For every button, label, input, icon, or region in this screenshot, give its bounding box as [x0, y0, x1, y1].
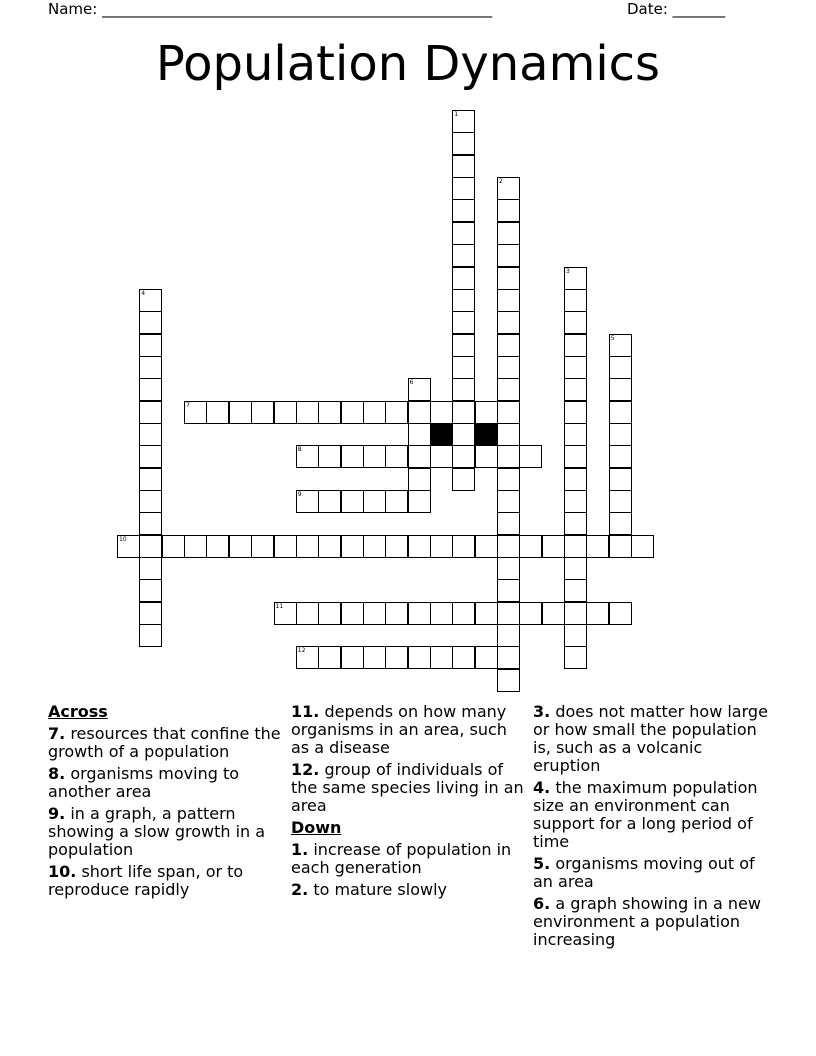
grid-cell[interactable]	[385, 646, 408, 669]
grid-cell[interactable]	[385, 401, 408, 424]
clue-number: 1.	[291, 840, 309, 859]
grid-cell[interactable]	[296, 646, 319, 669]
grid-cell[interactable]	[139, 602, 162, 625]
grid-cell[interactable]	[296, 490, 319, 513]
grid-cell[interactable]	[117, 535, 140, 558]
grid-cell[interactable]	[542, 602, 565, 625]
grid-cell[interactable]	[408, 602, 431, 625]
grid-cell[interactable]	[564, 423, 587, 446]
grid-cell[interactable]	[586, 602, 609, 625]
grid-cell[interactable]	[609, 512, 632, 535]
clue-text: a graph showing in a new environment a population increasing	[533, 894, 761, 949]
grid-cell[interactable]	[341, 445, 364, 468]
cell-number: 7	[186, 401, 190, 409]
clue-text: increase of population in each generation	[291, 840, 512, 877]
cell-number: 10	[119, 535, 127, 543]
grid-cell[interactable]	[586, 535, 609, 558]
clue-number: 11.	[291, 702, 320, 721]
cell-number: 11	[275, 602, 284, 610]
cell-number: 5	[610, 334, 615, 342]
grid-cell[interactable]	[452, 177, 475, 200]
grid-cell[interactable]	[475, 445, 498, 468]
page-title: Population Dynamics	[155, 36, 661, 92]
grid-cell[interactable]	[497, 602, 520, 625]
grid-cell[interactable]	[139, 490, 162, 513]
grid-cell[interactable]	[564, 334, 587, 357]
grid-cell[interactable]	[475, 401, 498, 424]
grid-cell[interactable]	[139, 356, 162, 379]
clue-down-3	[533, 703, 768, 775]
grid-cell[interactable]	[363, 535, 386, 558]
grid-cell[interactable]	[318, 401, 341, 424]
grid-cell[interactable]	[318, 646, 341, 669]
grid-cell[interactable]	[139, 334, 162, 357]
grid-cell[interactable]	[139, 535, 162, 558]
grid-cell[interactable]	[430, 602, 453, 625]
grid-cell[interactable]	[363, 401, 386, 424]
clue-number: 6.	[533, 894, 551, 913]
grid-cell[interactable]	[519, 445, 542, 468]
grid-cell[interactable]	[385, 602, 408, 625]
clue-down-6	[533, 895, 768, 949]
clue-down-4	[533, 779, 768, 851]
grid-cell[interactable]	[296, 535, 319, 558]
grid-cell[interactable]	[497, 378, 520, 401]
grid-cell[interactable]	[139, 401, 162, 424]
grid-cell[interactable]	[519, 535, 542, 558]
grid-cell[interactable]	[609, 423, 632, 446]
clues-column-2	[291, 703, 526, 903]
grid-cell[interactable]	[609, 535, 632, 558]
clue-text: to mature slowly	[313, 880, 447, 899]
clue-across-9	[48, 805, 283, 859]
grid-cell[interactable]	[564, 289, 587, 312]
grid-cell[interactable]	[363, 445, 386, 468]
grid-cell[interactable]	[564, 557, 587, 580]
grid-cell[interactable]	[452, 222, 475, 245]
grid-cell[interactable]	[497, 423, 520, 446]
grid-cell[interactable]	[497, 468, 520, 491]
cell-number: 12	[297, 647, 306, 655]
clue-down-2	[291, 881, 526, 899]
grid-cell[interactable]	[229, 535, 252, 558]
grid-cell[interactable]	[609, 356, 632, 379]
grid-cell[interactable]	[564, 468, 587, 491]
grid-cell[interactable]	[452, 423, 475, 446]
grid-cell[interactable]	[497, 222, 520, 245]
grid-cell[interactable]	[609, 334, 632, 357]
clue-number: 2.	[291, 880, 309, 899]
grid-cell[interactable]	[296, 401, 319, 424]
grid-cell[interactable]	[408, 423, 431, 446]
grid-cell[interactable]	[139, 289, 162, 312]
clue-text: short life span, or to reproduce rapidly	[48, 862, 244, 899]
grid-cell[interactable]	[564, 624, 587, 647]
grid-cell[interactable]	[631, 535, 654, 558]
clue-text: group of individuals of the same species living in an area	[291, 760, 524, 815]
grid-cell[interactable]	[363, 646, 386, 669]
grid-cell[interactable]	[318, 535, 341, 558]
grid-cell[interactable]	[452, 244, 475, 267]
grid-cell[interactable]	[430, 445, 453, 468]
grid-cell[interactable]	[564, 535, 587, 558]
grid-cell[interactable]	[229, 401, 252, 424]
cell-number: 1	[454, 111, 459, 118]
grid-cell[interactable]	[274, 535, 297, 558]
grid-block	[430, 423, 453, 446]
grid-block	[475, 423, 498, 446]
grid-cell[interactable]	[385, 490, 408, 513]
down-heading: Down	[291, 818, 342, 837]
grid-cell[interactable]	[341, 401, 364, 424]
grid-cell[interactable]	[497, 512, 520, 535]
grid-cell[interactable]	[564, 267, 587, 290]
grid-cell[interactable]	[206, 535, 229, 558]
grid-cell[interactable]	[296, 602, 319, 625]
grid-cell[interactable]	[609, 378, 632, 401]
clue-text: organisms moving to another area	[48, 764, 240, 801]
grid-cell[interactable]	[139, 378, 162, 401]
grid-cell[interactable]	[452, 535, 475, 558]
grid-cell[interactable]	[318, 490, 341, 513]
grid-cell[interactable]	[452, 401, 475, 424]
grid-cell[interactable]	[564, 646, 587, 669]
grid-cell[interactable]	[251, 535, 274, 558]
grid-cell[interactable]	[363, 602, 386, 625]
grid-cell[interactable]	[475, 646, 498, 669]
cell-number: 4	[141, 289, 146, 297]
grid-cell[interactable]	[408, 490, 431, 513]
grid-cell[interactable]	[139, 579, 162, 602]
grid-cell[interactable]	[274, 602, 297, 625]
grid-cell[interactable]	[341, 535, 364, 558]
cell-number: 9	[297, 491, 302, 498]
grid-cell[interactable]	[497, 267, 520, 290]
grid-cell[interactable]	[408, 468, 431, 491]
clue-number: 4.	[533, 778, 551, 797]
grid-cell[interactable]	[452, 334, 475, 357]
grid-cell[interactable]	[139, 445, 162, 468]
grid-cell[interactable]	[452, 155, 475, 178]
clue-across-11	[291, 703, 526, 757]
clue-text: depends on how many organisms in an area, such as a disease	[291, 702, 507, 757]
grid-cell[interactable]	[341, 602, 364, 625]
grid-cell[interactable]	[318, 602, 341, 625]
grid-cell[interactable]	[564, 490, 587, 513]
grid-cell[interactable]	[497, 624, 520, 647]
grid-cell[interactable]	[497, 401, 520, 424]
clue-number: 5.	[533, 854, 551, 873]
cell-number: 8	[297, 446, 302, 454]
across-heading: Across	[48, 702, 108, 721]
grid-cell[interactable]	[430, 535, 453, 558]
grid-cell[interactable]	[564, 579, 587, 602]
clue-text: organisms moving out of an area	[533, 854, 755, 891]
grid-cell[interactable]	[139, 468, 162, 491]
clue-text: resources that confine the growth of a population	[48, 724, 281, 761]
grid-cell[interactable]	[452, 602, 475, 625]
grid-cell[interactable]	[430, 646, 453, 669]
grid-cell[interactable]	[251, 401, 274, 424]
grid-cell[interactable]	[452, 378, 475, 401]
date-field-label: Date: _______	[627, 0, 726, 18]
grid-cell[interactable]	[184, 535, 207, 558]
clues-column-3	[533, 703, 768, 953]
grid-cell[interactable]	[408, 646, 431, 669]
clue-across-8	[48, 765, 283, 801]
grid-cell[interactable]	[497, 535, 520, 558]
grid-cell[interactable]	[452, 646, 475, 669]
name-field-label: Name: ____________________________________________________	[48, 0, 493, 18]
grid-cell[interactable]	[318, 445, 341, 468]
grid-cell[interactable]	[139, 423, 162, 446]
grid-cell[interactable]	[452, 468, 475, 491]
grid-cell[interactable]	[609, 401, 632, 424]
grid-cell[interactable]	[408, 378, 431, 401]
grid-cell[interactable]	[475, 535, 498, 558]
clues-column-1	[48, 703, 283, 903]
clue-number: 12.	[291, 760, 320, 779]
grid-cell[interactable]	[341, 646, 364, 669]
grid-cell[interactable]	[408, 401, 431, 424]
grid-cell[interactable]	[452, 267, 475, 290]
grid-cell[interactable]	[475, 602, 498, 625]
grid-cell[interactable]	[341, 490, 364, 513]
grid-cell[interactable]	[452, 132, 475, 155]
grid-cell[interactable]	[497, 199, 520, 222]
grid-cell[interactable]	[274, 401, 297, 424]
grid-cell[interactable]	[385, 535, 408, 558]
grid-cell[interactable]	[497, 311, 520, 334]
grid-cell[interactable]	[363, 490, 386, 513]
clue-across-12	[291, 761, 526, 815]
clue-down-1	[291, 841, 526, 877]
grid-cell[interactable]	[497, 669, 520, 692]
clue-number: 10.	[48, 862, 77, 881]
clue-text: does not matter how large or how small the population is, such as a volcanic eruption	[533, 702, 768, 775]
grid-cell[interactable]	[497, 445, 520, 468]
clue-number: 9.	[48, 804, 66, 823]
grid-cell[interactable]	[452, 199, 475, 222]
grid-cell[interactable]	[184, 401, 207, 424]
grid-cell[interactable]	[296, 445, 319, 468]
grid-cell[interactable]	[497, 244, 520, 267]
grid-cell[interactable]	[452, 289, 475, 312]
grid-cell[interactable]	[408, 445, 431, 468]
grid-cell[interactable]	[497, 490, 520, 513]
clue-across-10	[48, 863, 283, 899]
clue-text: the maximum population size an environment can support for a long period of time	[533, 778, 758, 851]
grid-cell[interactable]	[385, 445, 408, 468]
cell-number: 2	[499, 178, 503, 186]
grid-cell[interactable]	[497, 177, 520, 200]
grid-cell[interactable]	[564, 356, 587, 379]
grid-cell[interactable]	[430, 401, 453, 424]
grid-cell[interactable]	[139, 512, 162, 535]
grid-cell[interactable]	[497, 646, 520, 669]
grid-cell[interactable]	[452, 110, 475, 133]
cell-number: 3	[566, 267, 570, 275]
grid-cell[interactable]	[564, 401, 587, 424]
grid-cell[interactable]	[408, 535, 431, 558]
grid-cell[interactable]	[564, 445, 587, 468]
grid-cell[interactable]	[452, 356, 475, 379]
clue-number: 8.	[48, 764, 66, 783]
grid-cell[interactable]	[206, 401, 229, 424]
grid-cell[interactable]	[497, 334, 520, 357]
clue-number: 7.	[48, 724, 66, 743]
grid-cell[interactable]	[452, 445, 475, 468]
grid-cell[interactable]	[139, 311, 162, 334]
clue-text: in a graph, a pattern showing a slow growth in a population	[48, 804, 266, 859]
grid-cell[interactable]	[519, 602, 542, 625]
clue-across-7	[48, 725, 283, 761]
grid-cell[interactable]	[452, 311, 475, 334]
grid-cell[interactable]	[497, 579, 520, 602]
grid-cell[interactable]	[162, 535, 185, 558]
clue-down-5	[533, 855, 768, 891]
clue-number: 3.	[533, 702, 551, 721]
grid-cell[interactable]	[609, 602, 632, 625]
grid-cell[interactable]	[139, 624, 162, 647]
grid-cell[interactable]	[139, 557, 162, 580]
grid-cell[interactable]	[609, 445, 632, 468]
grid-cell[interactable]	[564, 311, 587, 334]
grid-cell[interactable]	[564, 378, 587, 401]
grid-cell[interactable]	[564, 512, 587, 535]
grid-cell[interactable]	[609, 490, 632, 513]
grid-cell[interactable]	[609, 468, 632, 491]
grid-cell[interactable]	[542, 535, 565, 558]
grid-cell[interactable]	[497, 557, 520, 580]
cell-number: 6	[409, 379, 414, 387]
grid-cell[interactable]	[497, 356, 520, 379]
grid-cell[interactable]	[564, 602, 587, 625]
grid-cell[interactable]	[497, 289, 520, 312]
